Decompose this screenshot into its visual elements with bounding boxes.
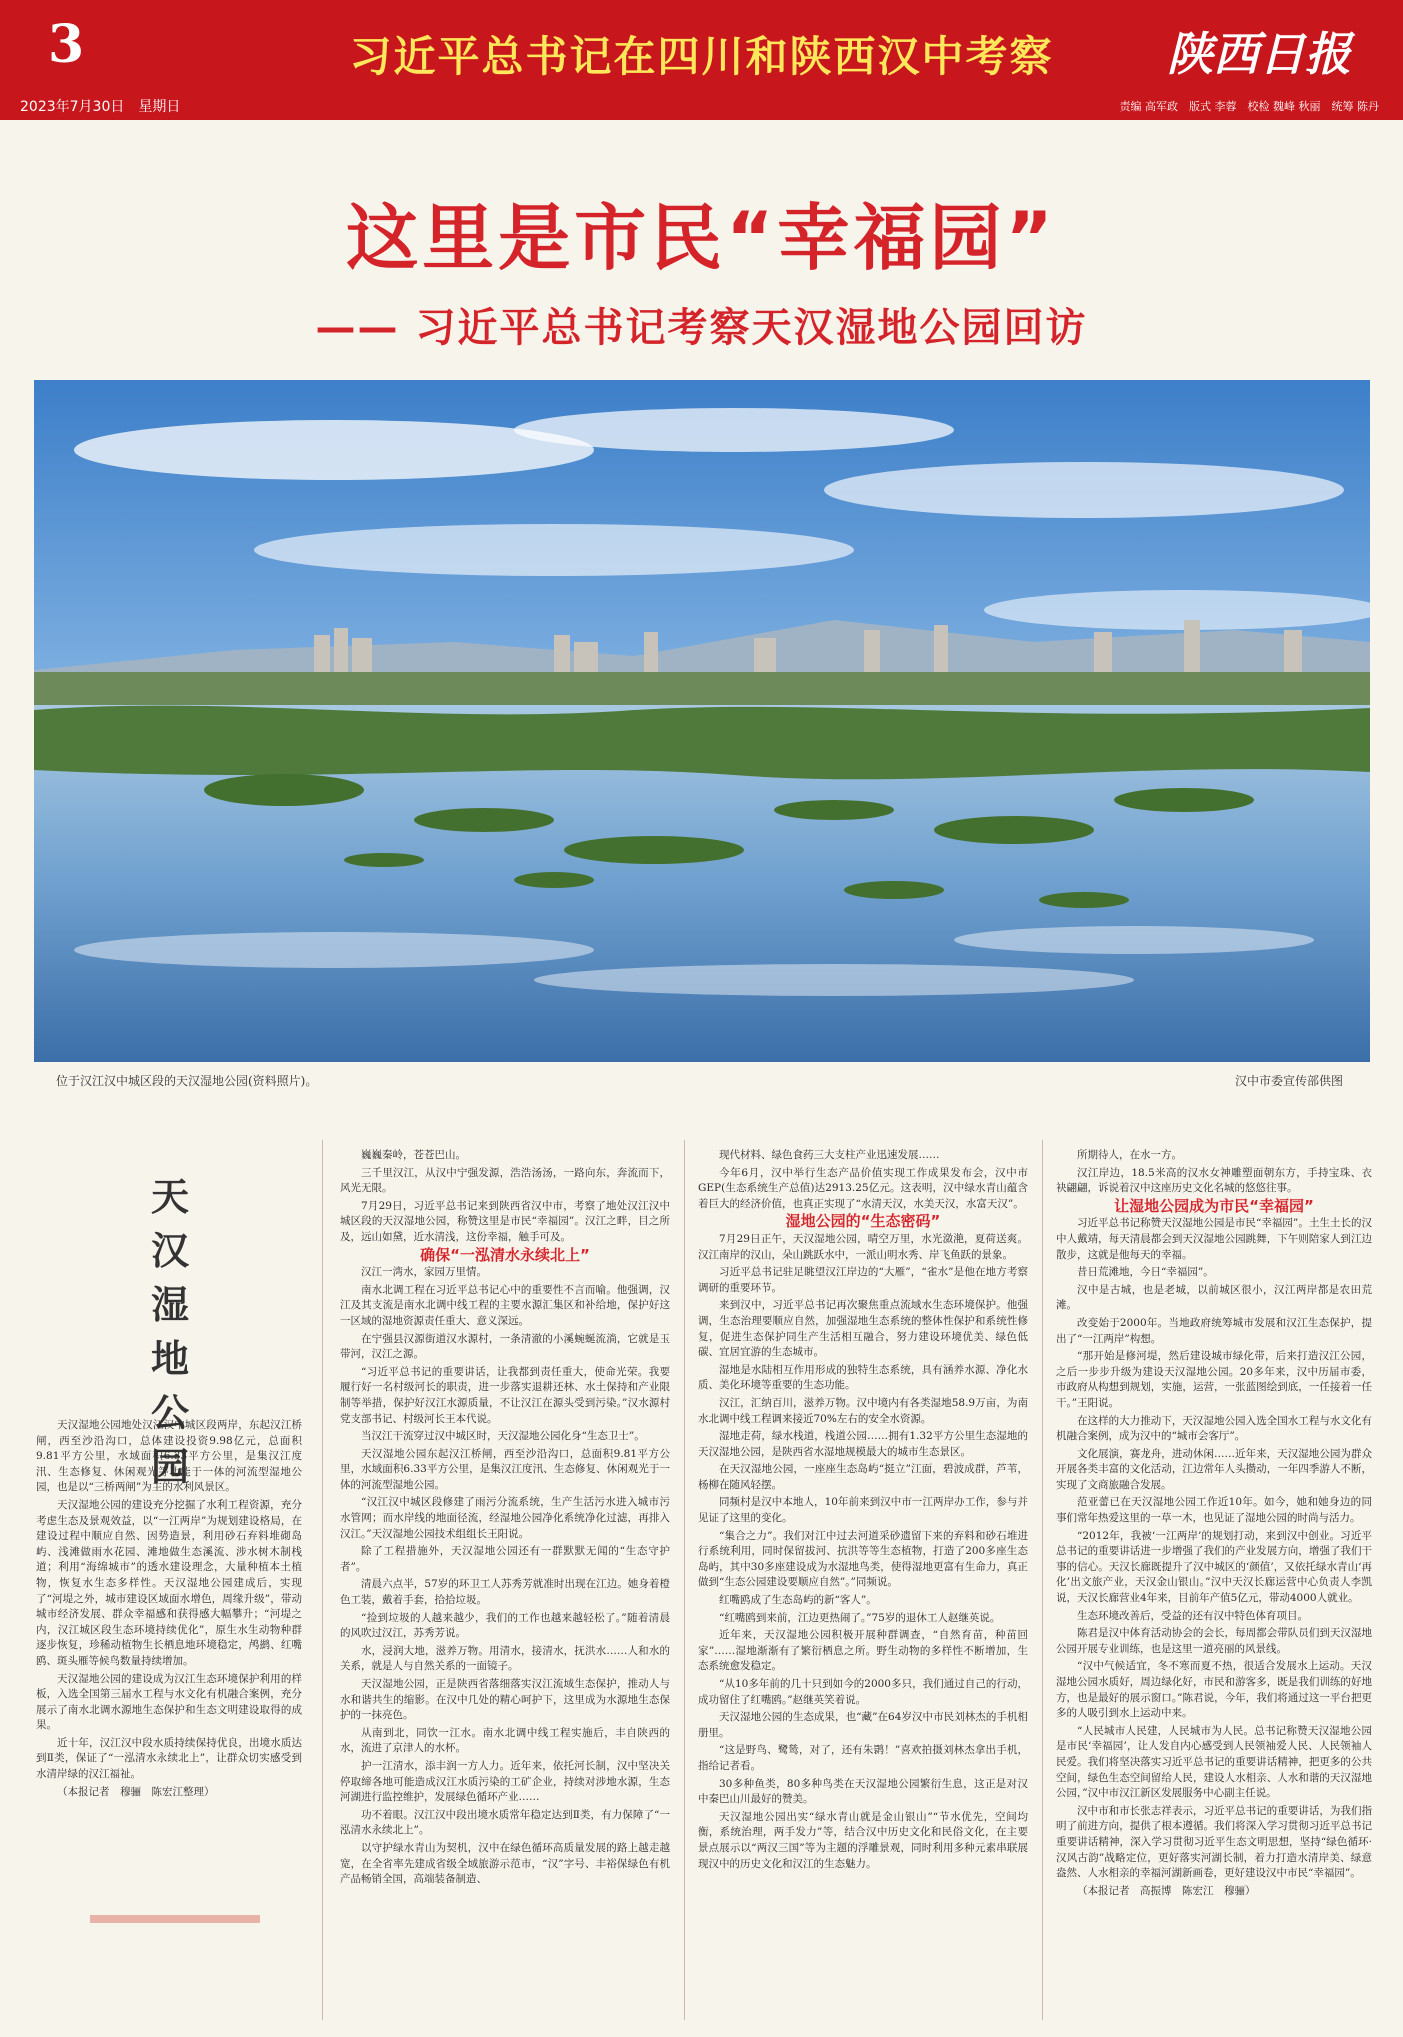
page-number: 3 (48, 14, 85, 75)
decorative-bar (90, 1915, 260, 1923)
date-strip (0, 92, 1403, 120)
paragraph: 汉中市和市长张志祥表示，习近平总书记的重要讲话，为我们指明了前进方向，提供了根本遵循。我们将深入学习贯彻习近平总书记重要讲话精神，深入学习贯彻习近平生态文明思想，坚持“绿色循环·汉风古韵”战略定位，更好落实河湖长制，着力打造水清岸美、绿意盎然、人水相亲的幸福河湖新画卷，更好建设汉中市民“幸福园”。 (1056, 1804, 1372, 1880)
paragraph: 范亚蕾已在天汉湿地公园工作近10年。如今，她和她身边的同事们常年热爱这里的一草一木，也见证了湿地公园的时尚与活力。 (1056, 1496, 1372, 1525)
paragraph: 湿地是水陆相互作用形成的独特生态系统，具有涵养水源、净化水质、美化环境等重要的生态功能。 (698, 1363, 1028, 1392)
sidebar-paragraph: 天汉湿地公园地处汉江汉中城区段两岸，东起汉江桥闸，西至沙沿沟口，总体建设投资9.98亿元，总面积9.81平方公里，水域面积6.33平方公里，是集汉江度汛、生态修复、休闲观光等功能于一体的河流型湿地公园，也是以“三桥两闸”为主的水利风景区。 (36, 1419, 302, 1494)
paragraph: “汉中气候适宜，冬不寒而夏不热，很适合发展水上运动。天汉湿地公园水质好，周边绿化好，市民和游客多，既是我们训练的好地方，也是最好的展示窗口。”陈君说，今年，我们将通过这一平台把更多的人吸引到水上运动中来。 (1056, 1660, 1372, 1720)
paragraph: 当汉江干流穿过汉中城区时，天汉湿地公园化身“生态卫士”。 (361, 1430, 645, 1443)
paragraph: 文化展演，赛龙舟，进动休闲……近年来，天汉湿地公园为群众开展各类丰富的文化活动，江边常年人头攒动，一年四季游人不断，实现了文商旅融合发展。 (1056, 1447, 1372, 1491)
paragraph: 除了工程措施外，天汉湿地公园还有一群默默无闻的“生态守护者”。 (340, 1545, 670, 1573)
paragraph: 改变始于2000年。当地政府统筹城市发展和汉江生态保护，提出了“一江两岸”构想。 (1056, 1316, 1372, 1345)
page-banner (0, 0, 1403, 92)
paragraph: “集合之力”。我们对江中过去河道采砂遗留下来的弃料和砂石堆进行系统利用，同时保留拔河、抗洪等等生态植物，打造了200多座生态岛屿，其中30多座建设成为水湿地鸟类，使得湿地更富有生命力，真正做到“生态公园建设要顺应自然”。”同频说。 (698, 1529, 1028, 1589)
paragraph: 同频村是汉中本地人，10年前来到汉中市一江两岸办工作，参与并见证了这里的变化。 (698, 1496, 1028, 1525)
paragraph: 天汉湿地公园东起汉江桥闸，西至沙沿沟口，总面积9.81平方公里，水域面积6.33平方公里，是集汉江度汛、生态修复、休闲观光于一体的河流型湿地公园。 (340, 1447, 670, 1491)
article-headline: 这里是市民“幸福园” (346, 196, 1057, 280)
paragraph: 红嘴鸥成了生态岛屿的新“客人”。 (719, 1594, 877, 1607)
column-divider (684, 1140, 685, 2020)
sidebar-vertical-title: 天汉湿地公园 (150, 1174, 189, 1489)
paragraph: 从南到北，同饮一江水。南水北调中线工程实施后，丰自陕西的水，流进了京津人的水杯。 (340, 1726, 670, 1755)
paragraph: 生态环境改善后，受益的还有汉中特色体育项目。 (1077, 1609, 1308, 1622)
paragraph: 在宁强县汉源街道汉水源村，一条清澈的小溪蜿蜒流淌，它就是玉带河，汉江之源。 (340, 1332, 670, 1361)
paragraph: 南水北调工程在习近平总书记心中的重要性不言而喻。他强调，汉江及其支流是南水北调中线工程的主要水源汇集区和补给地，保护好这一区域的湿地资源责任重大、意义深远。 (340, 1283, 670, 1327)
paragraph: 功不着眼。汉江汉中段出境水质常年稳定达到Ⅱ类，有力保障了“一泓清水永续北上”。 (340, 1808, 670, 1837)
paragraph: “汉江汉中城区段修建了雨污分流系统，生产生活污水进入城市污水管网；而水岸线的地面径流，经湿地公园净化系统净化过滤，再排入汉江。”天汉湿地公园技术组组长王阳说。 (340, 1496, 670, 1540)
section-subtitle: 让湿地公园成为市民“幸福园” (1114, 1196, 1314, 1215)
section-subtitle: 湿地公园的“生态密码” (785, 1212, 941, 1231)
paragraph: 近年来，天汉湿地公园积极开展种群调查，“自然育苗，种苗回家”……湿地渐渐有了繁衍栖息之所。野生动物的多样性不断增加，生态系统愈发稳定。 (698, 1629, 1028, 1673)
article-column-1 (340, 1148, 670, 1890)
paragraph: 以守护绿水青山为契机，汉中在绿色循环高质量发展的路上越走越宽，在全省率先建成省级全域旅游示范市，“汉”字号、丰裕保绿色有机产品畅销全国，高端装备制造、 (340, 1841, 670, 1886)
paragraph: 昔日荒滩地，今日“幸福园”。 (1077, 1266, 1214, 1279)
paragraph: 7月29日正午，天汉湿地公园，晴空万里，水光潋滟，夏荷送爽。汉江南岸的汉山，朵山跳跃水中，一派山明水秀、岸飞鱼跃的景象。 (698, 1232, 1028, 1261)
column-divider (1042, 1140, 1043, 2020)
paragraph: 汉江一湾水，家园万里情。 (361, 1266, 487, 1279)
paragraph: 今年6月，汉中举行生态产品价值实现工作成果发布会，汉中市GEP(生态系统生产总值)达2913.25亿元。这表明，汉中绿水青山蕴含着巨大的经济价值，也真正实现了“水清天汉，水美天汉，水富天汉”。 (698, 1166, 1028, 1210)
paragraph: 所期待人，在水一方。 (1077, 1149, 1182, 1161)
article-subhead: —— 习近平总书记考察天汉湿地公园回访 (315, 305, 1088, 351)
paragraph: 汉江岸边，18.5米高的汉水女神雕塑面朝东方，手持宝珠、衣袂翩翩，诉说着汉中这座历史文化名城的悠悠往事。 (1056, 1166, 1372, 1195)
paragraph: 习近平总书记驻足眺望汉江岸边的“大雁”，“雀水”是他在地方考察调研的重要环节。 (698, 1266, 1028, 1294)
editor-credits: 责编 高军政 版式 李蓉 校检 魏峰 秋丽 统筹 陈丹 (1119, 100, 1379, 113)
section-subtitle: 确保“一泓清水永续北上” (420, 1245, 590, 1264)
paragraph: 天汉湿地公园的生态成果，也“藏”在64岁汉中市民刘林杰的手机相册里。 (698, 1711, 1028, 1739)
paragraph: 天汉湿地公园出实“绿水青山就是金山银山”“节水优先，空间均衡，系统治理，两手发力”等，结合汉中历史文化和民俗文化，在主要景点展示以“两汉三国”等为主题的浮雕景观，同时利用多种元素串联展现汉中的历史文化和汉江的生态魅力。 (698, 1810, 1028, 1870)
newspaper-masthead: 陕西日报 (1167, 27, 1351, 81)
paragraph: 汉江，汇纳百川，滋养万物。汉中境内有各类湿地58.9万亩，为南水北调中线工程调来接近70%左右的安全水资源。 (698, 1396, 1028, 1425)
banner-title: 习近平总书记在四川和陕西汉中考察 (349, 32, 1054, 81)
paragraph: 现代材料、绿色食药三大支柱产业迅速发展…… (719, 1149, 940, 1161)
column-divider (322, 1140, 323, 2020)
paragraph: 清晨六点半，57岁的环卫工人苏秀芳就准时出现在江边。她身着橙色工装，戴着手套，拾拾垃圾。 (340, 1578, 670, 1607)
sidebar-paragraph: 天汉湿地公园的建设充分挖掘了水利工程资源，充分考虑生态及景观效益，以“一江两岸”为规划建设格局，在建设过程中顺应自然、因势造景，利用砂石弃料堆砌岛屿、浅滩做雨水花园、滩地做生态溪流、涉水树木制栈道；利用“海绵城市”的透水建设理念，大量种植本土植物，恢复水生态多样性。天汉湿地公园建成后，实现了“河堤之外，城市建设区域面水增色，周缘升级”，带动城市经济发展、群众幸福感和获得感大幅攀升；“河堤之内，汉江城区段生态环境持续优化”，原生水生动物种群逐步恢复，珍稀动植物生长栖息地环境稳定，鸬鹚、红嘴鸥、斑头雁等候鸟数量持续增加。 (36, 1498, 302, 1667)
wetland-landscape-image (34, 380, 1370, 1062)
sidebar-byline: （本报记者 穆骊 陈宏江整理） (57, 1785, 215, 1798)
paragraph: 在天汉湿地公园，一座座生态岛屿“挺立”江面，碧波成群，芦苇，杨柳在随风轻摆。 (698, 1463, 1028, 1491)
paragraph: 陈君是汉中体育活动协会的会长，每周都会带队员们到天汉湿地公园开展专业训练，也是这里一道亮丽的风景线。 (1056, 1627, 1372, 1655)
paragraph: 三千里汉江，从汉中宁强发源，浩浩汤汤，一路向东，奔流而下，风光无限。 (340, 1166, 670, 1195)
paragraph: 在这样的大力推动下，天汉湿地公园入选全国水工程与水文化有机融合案例，成为汉中的“城市会客厅”。 (1056, 1414, 1372, 1443)
paragraph: “那开始是修河堤，然后建设城市绿化带，后来打造汉江公园，之后一步步升级为建设天汉湿地公园。20多年来，汉中历届市委，市政府从构想到规划，实施，运营，一张蓝图绘到底，一任接着一任干。”王阳说。 (1056, 1350, 1372, 1409)
article-column-2 (698, 1148, 1028, 1874)
paragraph: “人民城市人民建，人民城市为人民。总书记称赞天汉湿地公园是市民‘幸福园’，让人发自内心感受到人民领袖爱人民、人民领袖人民爱。我们将坚决落实习近平总书记的重要讲话精神，把更多的公共空间，绿色生态空间留给人民，建设人水相亲、人水和谐的天汉湿地公园，”汉中市汉江新区发展服务中心副主任说。 (1056, 1724, 1372, 1800)
sidebar-paragraph: 近十年，汉江汉中段水质持续保持优良，出境水质达到Ⅱ类，保证了“一泓清水永续北上”，让群众切实感受到水清岸绿的汉江福祉。 (36, 1736, 302, 1781)
paragraph: 7月29日，习近平总书记来到陕西省汉中市，考察了地处汉江汉中城区段的天汉湿地公园，称赞这里是市民“幸福园”。汉江之畔，目之所及，远山如黛，近水清浅，这份幸福，触手可及。 (340, 1199, 670, 1243)
photo-caption: 位于汉江汉中城区段的天汉湿地公园(资料照片)。 (56, 1074, 318, 1088)
sidebar-column (36, 1418, 302, 1802)
paragraph: 巍巍秦岭，苍苍巴山。 (361, 1149, 466, 1161)
article-byline: （本报记者 高振博 陈宏江 穆骊） (1077, 1884, 1256, 1897)
photo-credit: 汉中市委宣传部供图 (1234, 1074, 1343, 1088)
sidebar-paragraph: 天汉湿地公园的建设成为汉江生态环境保护利用的样板，入选全国第三届水工程与水文化有机融合案例，充分展示了南水北调水源地生态保护和生态文明建设取得的成果。 (36, 1672, 302, 1732)
paragraph: 汉中是古城，也是老城，以前城区很小，汉江两岸都是农田荒滩。 (1056, 1283, 1372, 1312)
paragraph: 湿地走荷，绿水栈道，栈道公园……拥有1.32平方公里生态湿地的天汉湿地公园，是陕西省水湿地规模最大的城市生态景区。 (698, 1430, 1028, 1458)
paragraph: “捡到垃圾的人越来越少，我们的工作也越来越轻松了。”随着清晨的风吹过汉江，苏秀芳说。 (340, 1611, 670, 1640)
paragraph: 习近平总书记称赞天汉湿地公园是市民“幸福园”。土生土长的汉中人戴靖，每天清晨都会到天汉湿地公园跳舞，下午则陪家人到江边散步，这就是他每天的幸福。 (1056, 1217, 1372, 1261)
wetland-photo (34, 380, 1370, 1062)
paragraph: “这是野鸟、鹭鸶，对了，还有朱鹮！”喜欢拍摄刘林杰拿出手机，指给记者看。 (698, 1744, 1028, 1772)
issue-date: 2023年7月30日 星期日 (20, 99, 181, 115)
paragraph: “从10多年前的几十只到如今的2000多只，我们通过自己的行动，成功留住了红嘴鸥。”赵继英笑着说。 (698, 1678, 1028, 1706)
paragraph: “红嘴鸥到来前，江边更热闹了。”75岁的退休工人赵继英说。 (719, 1611, 1001, 1624)
article-column-3 (1056, 1148, 1372, 1901)
paragraph: 护一江清水，添丰润一方人力。近年来，依托河长制，汉中坚决关停取缔各地可能造成汉江水质污染的工矿企业，持续对涉地水源，生态河湖进行监控维护，发展绿色循环产业…… (340, 1759, 670, 1804)
paragraph: 水，浸润大地，滋养万物。用清水，接清水，抚洪水……人和水的关系，就是人与自然关系的一面镜子。 (340, 1644, 670, 1673)
paragraph: “习近平总书记的重要讲话，让我都到责任重大，使命光荣。我要履行好一名村级河长的职责，进一步落实退耕还林、水土保持和产业限制等举措，保护好汉江水源质量，不让汉江在源头受到污染。”汉水源村党支部书记、村级河长王本代说。 (340, 1365, 670, 1425)
paragraph: 天汉湿地公园，正是陕西省落细落实汉江流域生态保护，推动人与水和谐共生的缩影。在汉中几处的精心呵护下，这里成为水源地生态保护的一抹亮色。 (340, 1678, 670, 1722)
paragraph: 来到汉中，习近平总书记再次聚焦重点流域水生态环境保护。他强调，生态治理要顺应自然，加强湿地生态系统的整体性保护和系统性修复，促进生态保护同生产生活相互融合，努力建设环境优美、绿色低碳、宜居宜游的生态城市。 (698, 1299, 1028, 1359)
paragraph: “2012年，我被‘一江两岸’的规划打动，来到汉中创业。习近平总书记的重要讲话进一步增强了我们的产业发展方向，增强了我们干事的信心。天汉长廊既提升了汉中城区的‘颜值’，又依托绿水青山‘再化’出文旅产业，天汉金山银山。”汉中天汉长廊运营中心负责人李凯说，天汉长廊营业4年来，目前年产值5亿元，带动4000人就业。 (1056, 1529, 1372, 1605)
paragraph: 30多种鱼类，80多种鸟类在天汉湿地公园繁衍生息，这正是对汉中秦巴山川最好的赞美。 (698, 1777, 1028, 1806)
